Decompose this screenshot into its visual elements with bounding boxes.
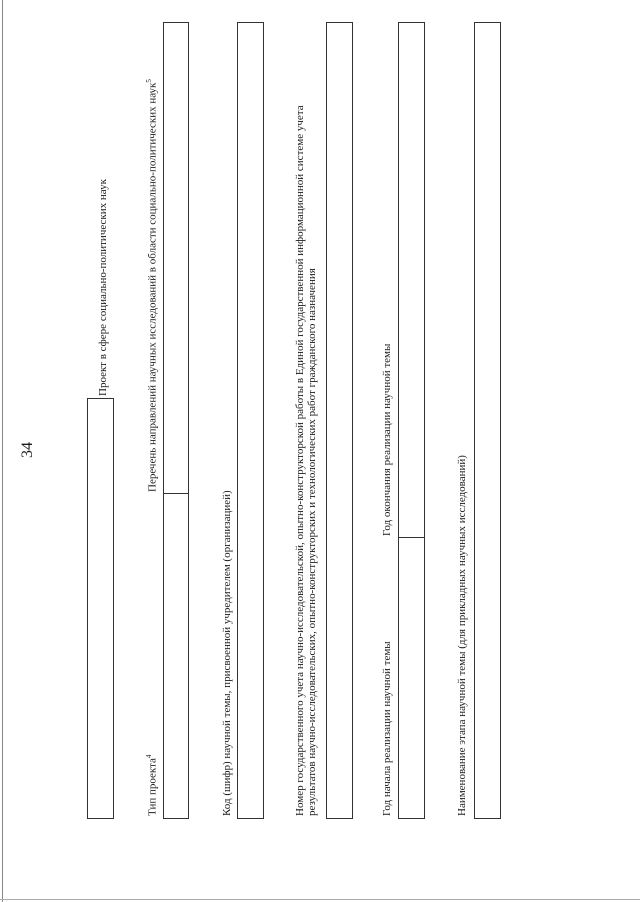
registration-box[interactable] (326, 22, 353, 819)
end-year-label: Год окончания реализации научной темы (381, 343, 393, 536)
code-label: Код (шифр) научной темы, присвоенной учредителем (организацией) (221, 490, 233, 816)
type-directions-divider (163, 493, 189, 494)
registration-label-line2: результатов научно-исследовательских, опытно-конструкторских и технологических работ гражданского назначения (306, 268, 318, 816)
code-box[interactable] (237, 22, 264, 819)
project-label: Проект в сфере социально-политических наук (97, 179, 109, 396)
scan-edge-left (2, 0, 3, 902)
page-number: 34 (19, 442, 36, 458)
years-box[interactable] (398, 22, 425, 819)
stage-name-label: Наименование этапа научной темы (для прикладных научных исследований) (456, 455, 468, 816)
type-directions-box[interactable] (163, 22, 189, 819)
project-type-box[interactable] (87, 398, 114, 819)
project-type-label: Тип проекта$^4$ (145, 754, 159, 816)
directions-label: Перечень направлений научных исследований в области социально-политических наук$^5$ (145, 79, 159, 492)
scan-edge-bottom (0, 899, 640, 900)
registration-label-line1: Номер государственного учета научно-исследовательской, опытно-конструкторской работы в Единой государственной информационной системе учета (294, 105, 306, 816)
stage-name-box[interactable] (474, 22, 501, 819)
years-divider (398, 537, 425, 538)
start-year-label: Год начала реализации научной темы (381, 641, 393, 816)
